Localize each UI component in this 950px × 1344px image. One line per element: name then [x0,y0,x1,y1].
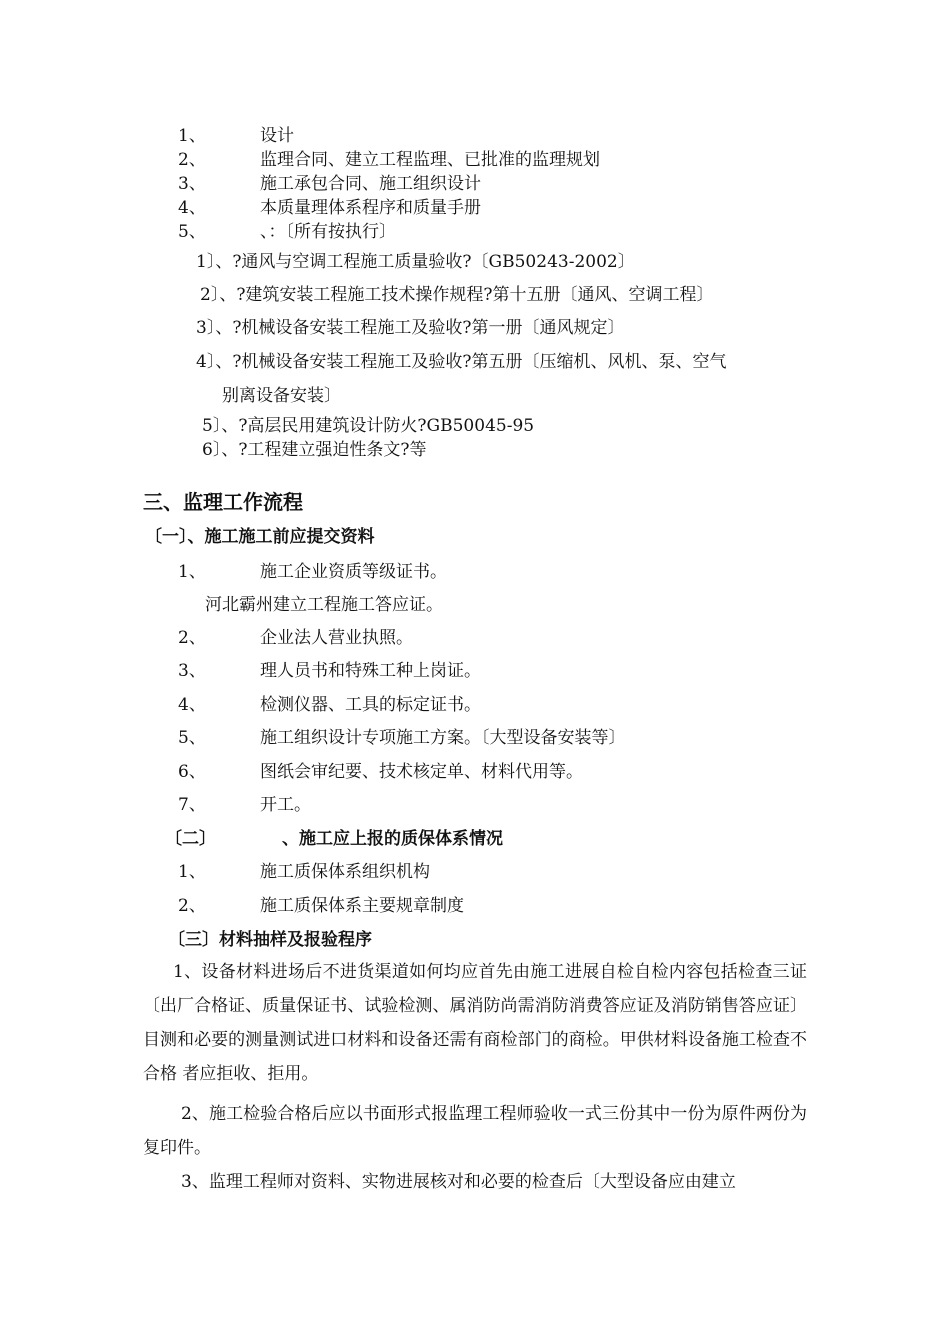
item-text: 施工质保体系组织机构 [260,862,430,882]
standard-item: 5〕、?高层民用建筑设计防火?GB50045-95 [202,416,535,436]
subsection-title: 〔三〕材料抽样及报验程序 [168,930,372,950]
section-title: 三、监理工作流程 [143,490,303,514]
item-number: 1、 [178,562,206,582]
item-number: 4、 [178,695,206,715]
item-number: 2、 [178,628,206,648]
body-paragraph: 2、施工检验合格后应以书面形式报监理工程师验收一式三份其中一份为原件两份为复印件。 [143,1104,807,1158]
standard-item: 4〕、?机械设备安装工程施工及验收?第五册〔压缩机、风机、泵、空气 [196,352,727,372]
item-text: 检测仪器、工具的标定证书。 [260,695,481,715]
standard-item: 6〕、?工程建立强迫性条文?等 [202,440,427,460]
standard-item: 1〕、?通风与空调工程施工质量验收?〔GB50243-2002〕 [196,252,635,272]
item-text: 图纸会审纪要、技术核定单、材料代用等。 [260,762,583,782]
basis-number: 1、 [178,126,206,146]
item-number: 3、 [178,661,206,681]
body-paragraph: 3、监理工程师对资料、实物进展核对和必要的检查后〔大型设备应由建立 [181,1172,736,1192]
item-text: 河北霸州建立工程施工答应证。 [205,595,443,615]
standard-item-continuation: 别离设备安装〕 [222,386,341,406]
subsection-title: 、施工应上报的质保体系情况 [282,829,503,849]
basis-text: 、：〔所有按执行〕 [260,222,396,242]
body-paragraph: 1、设备材料进场后不进货渠道如何均应首先由施工进展自检自检内容包括检查三证〔出厂合格证、质量保证书、试验检测、属消防尚需消防消费答应证及消防销售答应证〕目测和必要的测量测试进口材料和设备还需有商检部门的商检。甲供材料设备施工检查不合格 者应拒收、拒用。 [143,962,807,1084]
basis-text: 设计 [260,126,294,146]
basis-number: 3、 [178,174,206,194]
item-text: 施工企业资质等级证书。 [260,562,447,582]
item-number: 6、 [178,762,206,782]
item-number: 7、 [178,795,206,815]
basis-number: 2、 [178,150,206,170]
item-text: 企业法人营业执照。 [260,628,413,648]
standard-item: 3〕、?机械设备安装工程施工及验收?第一册〔通风规定〕 [196,318,625,338]
basis-text: 本质量理体系程序和质量手册 [260,198,481,218]
item-text: 施工组织设计专项施工方案。〔大型设备安装等〕 [260,728,626,748]
subsection-number: 〔二〕 [165,829,216,849]
subsection-title: 〔一〕、施工施工前应提交资料 [145,527,375,547]
item-number: 5、 [178,728,206,748]
item-text: 理人员书和特殊工种上岗证。 [260,661,481,681]
basis-number: 5、 [178,222,206,242]
standard-item: 2〕、?建筑安装工程施工技术操作规程?第十五册〔通风、空调工程〕 [200,285,714,305]
item-text: 施工质保体系主要规章制度 [260,896,464,916]
basis-text: 监理合同、建立工程监理、已批准的监理规划 [260,150,600,170]
item-number: 2、 [178,896,206,916]
basis-number: 4、 [178,198,206,218]
basis-text: 施工承包合同、施工组织设计 [260,174,481,194]
item-text: 开工。 [260,795,311,815]
item-number: 1、 [178,862,206,882]
